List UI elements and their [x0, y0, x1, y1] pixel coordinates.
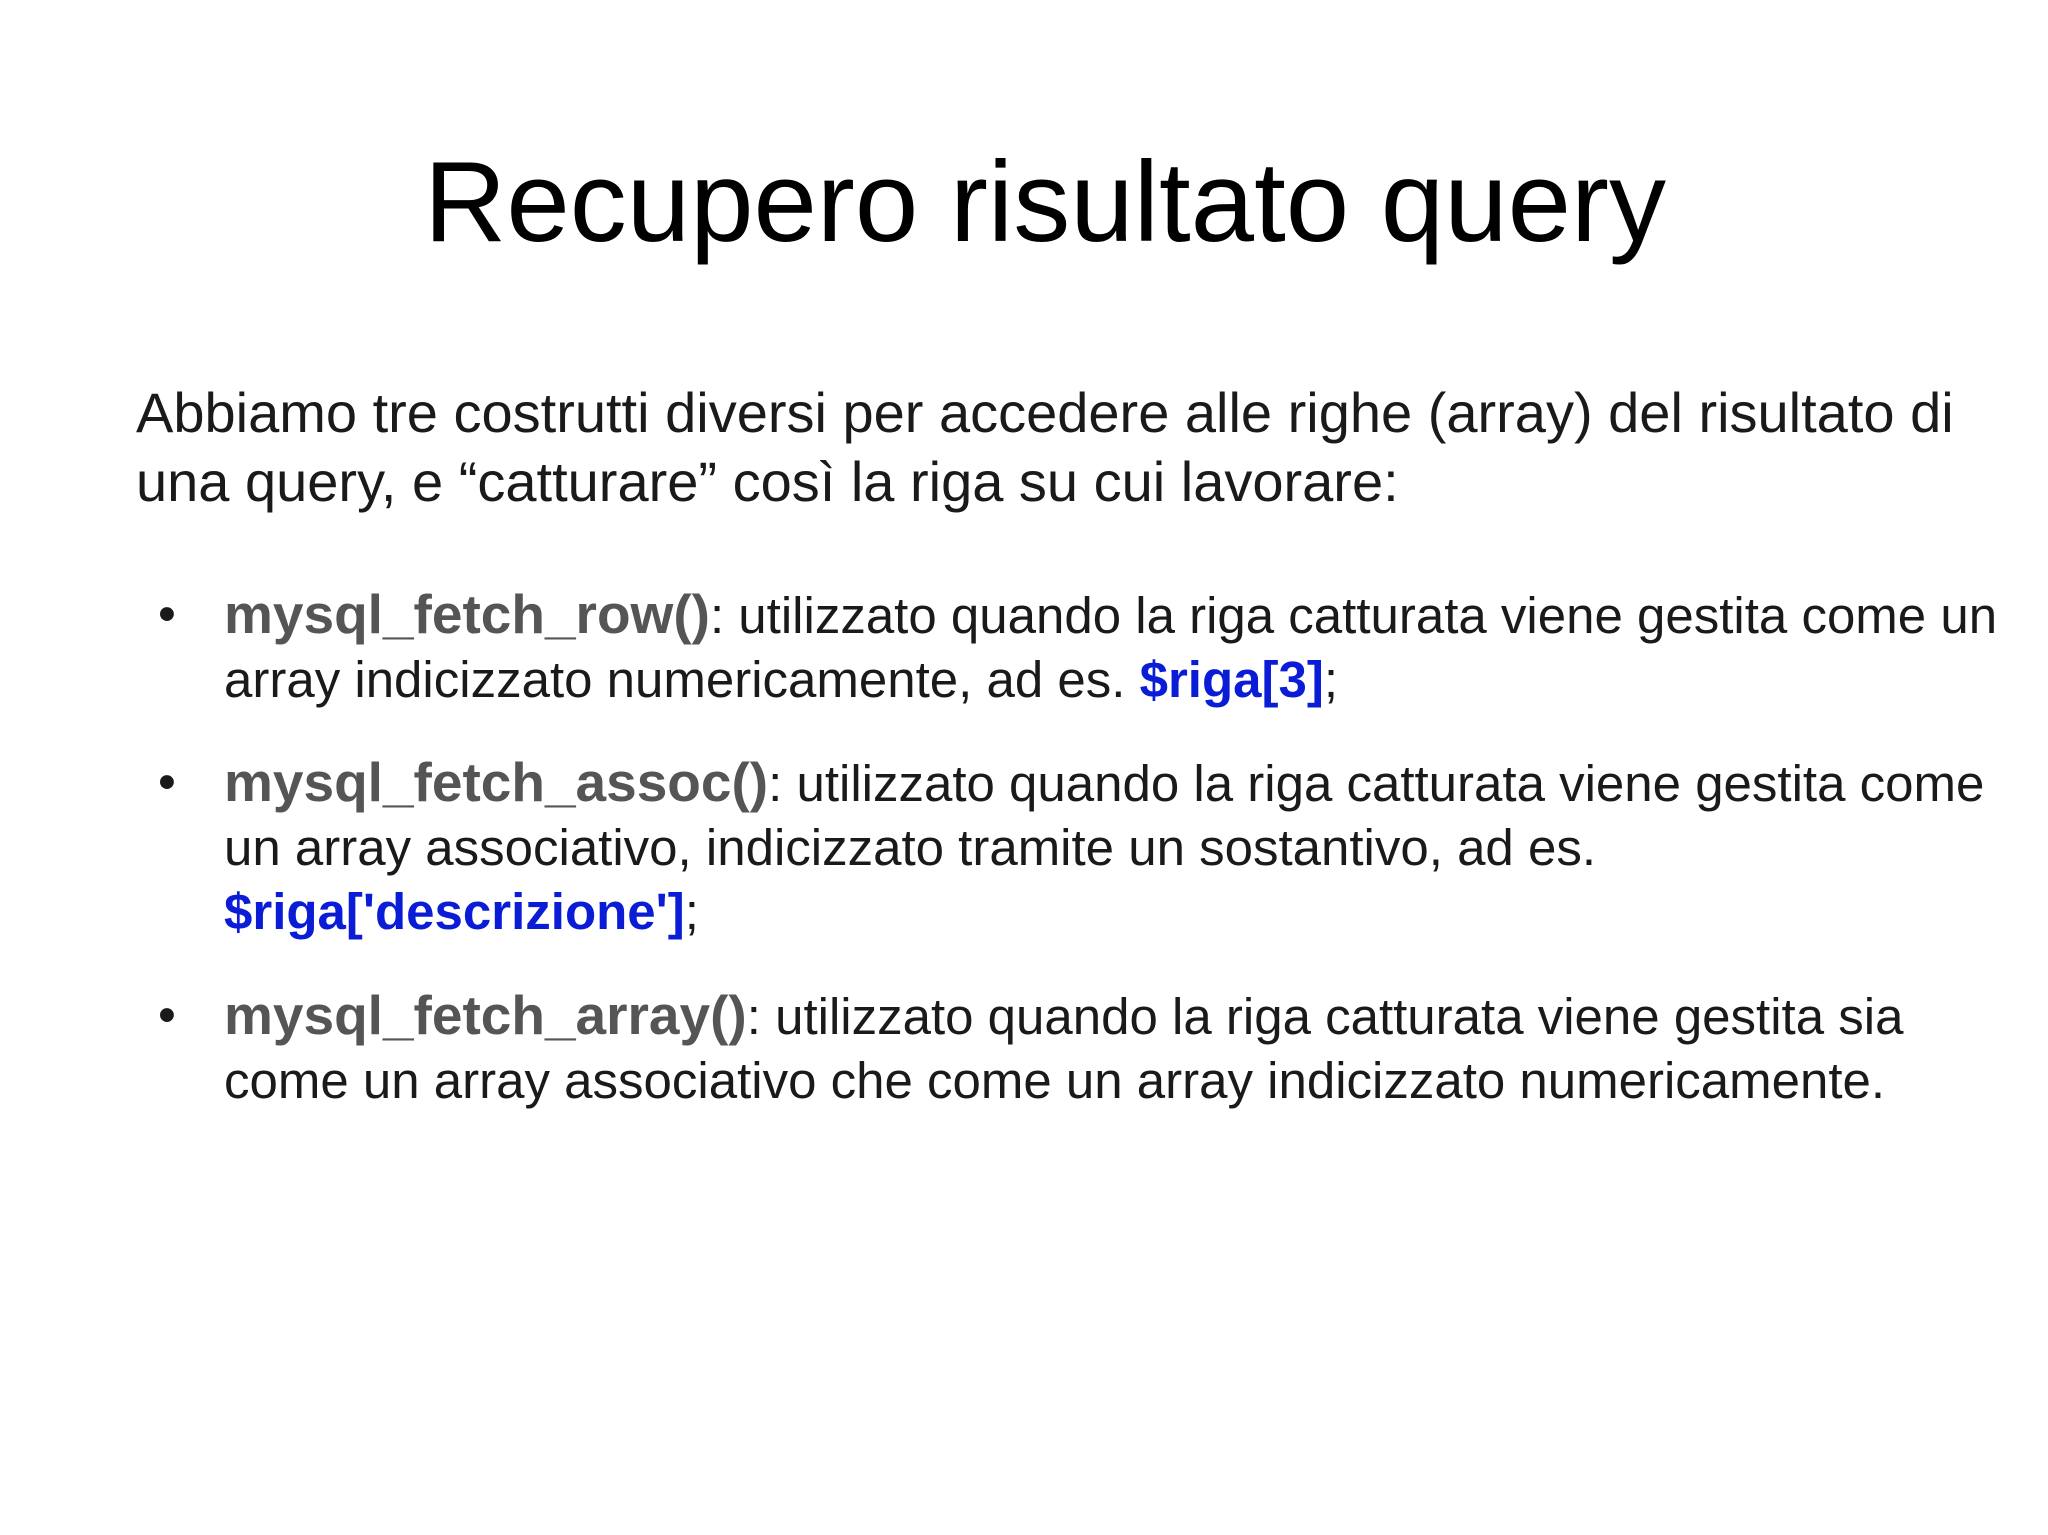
code-example: $riga['descrizione']: [224, 883, 685, 940]
bullet-marker: •: [158, 986, 176, 1043]
bullet-text: : utilizzato quando la riga catturata viene gestita come un array associativo, indicizzato tramite un sostantivo, ad es.: [224, 755, 1985, 876]
bullet-marker: •: [158, 585, 176, 642]
bullet-text: : utilizzato quando la riga catturata viene gestita sia come un array associativo che come un array indicizzato numericamente.: [224, 988, 1904, 1109]
bullet-text: : utilizzato quando la riga catturata viene gestita come un array indicizzato numericamente, ad es.: [224, 587, 1998, 708]
intro-paragraph: Abbiamo tre costrutti diversi per accedere alle righe (array) del risultato di una query, e “catturare” così la riga su cui lavorare:: [136, 381, 1954, 513]
bullet-text-end: ;: [1323, 651, 1338, 708]
bullet-text-end: ;: [684, 883, 699, 940]
code-example: $riga[3]: [1139, 651, 1324, 708]
bullet-item-fetch-assoc: [158, 750, 2014, 944]
slide-title: Recupero risultato query: [424, 139, 1666, 266]
bullet-item-fetch-row: [158, 582, 2014, 712]
function-name: mysql_fetch_row(): [224, 583, 710, 645]
bullet-marker: •: [158, 753, 176, 810]
bullet-item-fetch-array: [158, 983, 2014, 1113]
function-name: mysql_fetch_array(): [224, 984, 747, 1046]
function-name: mysql_fetch_assoc(): [224, 751, 769, 813]
